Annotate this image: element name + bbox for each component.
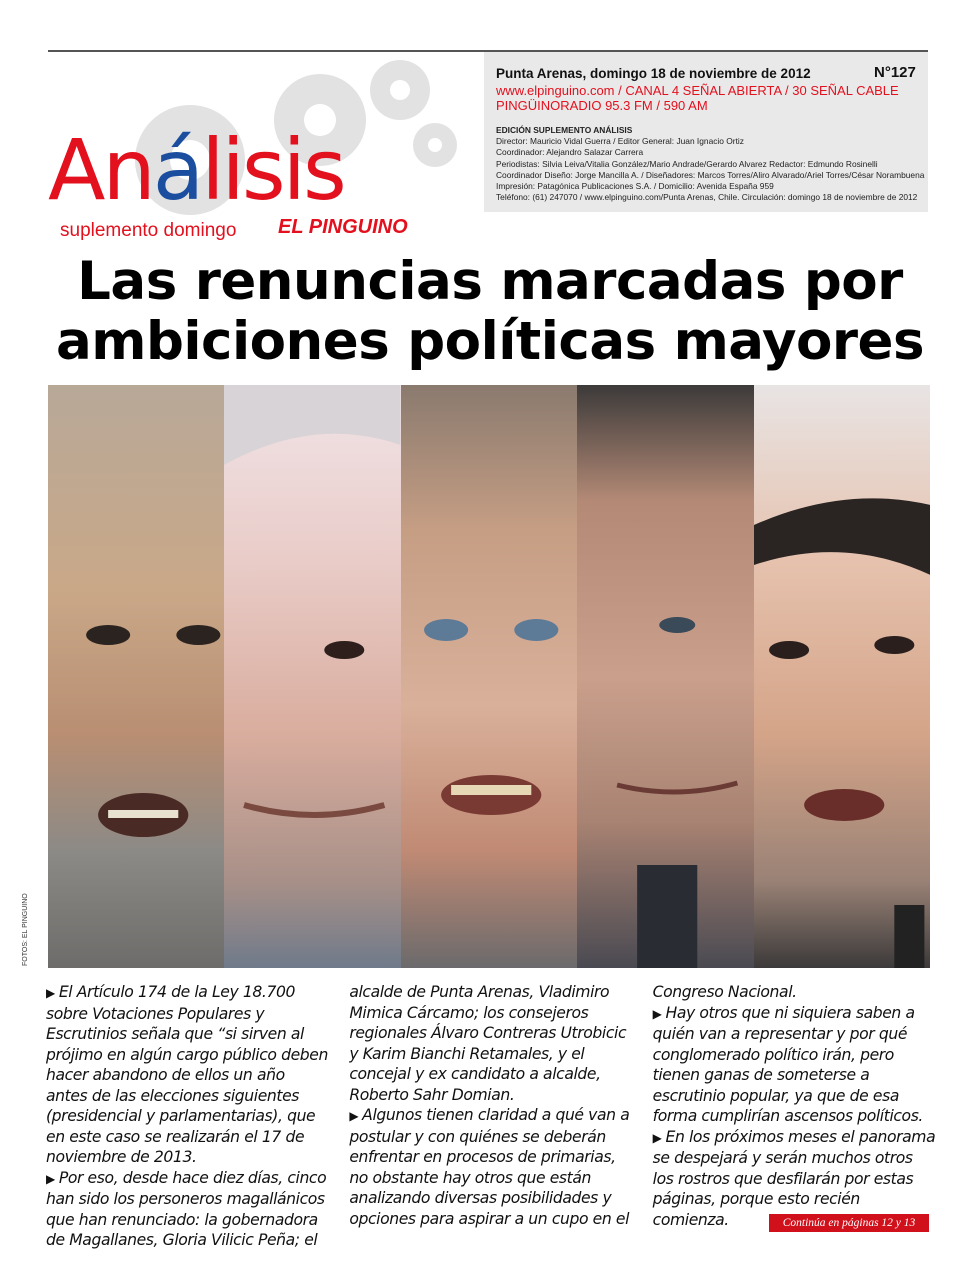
paragraph: Congreso Nacional.: [652, 983, 797, 1001]
credit-line: EDICIÓN SUPLEMENTO ANÁLISIS: [496, 125, 633, 135]
headline-line-1: Las renuncias marcadas por: [77, 251, 903, 312]
headline-line-2: ambiciones políticas mayores: [55, 311, 925, 372]
logo-text-part2: lisis: [201, 121, 344, 219]
issue-number: N°127: [874, 64, 916, 81]
face-photo-2: [224, 385, 400, 968]
media-line-web-tv[interactable]: www.elpinguino.com / CANAL 4 SEÑAL ABIERTA / 30 SEÑAL CABLE: [496, 83, 899, 98]
analisis-logo[interactable]: [48, 121, 344, 219]
triangle-bullet-icon: ▶: [652, 1130, 662, 1145]
face-photo-5: [754, 385, 930, 968]
triangle-bullet-icon: ▶: [46, 986, 55, 1000]
faces-photo-strip: [48, 385, 930, 968]
edition-date: Punta Arenas, domingo 18 de noviembre de 2012: [496, 66, 811, 81]
triangle-bullet-icon: ▶: [652, 1006, 662, 1021]
credit-line: Coordinador Diseño: Jorge Mancilla A. / Diseñadores: Marcos Torres/Aliro Alvarado/Ariel Torres/César Norambuena: [496, 169, 925, 180]
credit-line: Teléfono: (61) 247070 / www.elpinguino.com/Punta Arenas, Chile. Circulación: domingo 18 de noviembre de 2012: [496, 192, 918, 203]
paragraph: ▶ En los próximos meses el panorama se despejará y serán muchos otros los rostros que desfilarán por estas páginas, porque esto recién comienza.: [652, 1127, 936, 1229]
credit-line: Impresión: Patagónica Publicaciones S.A. / Domicilio: Avenida España 959: [496, 181, 774, 192]
face-photo-1: [48, 385, 224, 968]
paragraph: ▶ Algunos tienen claridad a qué van a postular y con quiénes se deberán enfrentar en procesos de primarias, no obstante hay otros que están analizando diversas posibilidades y opciones para aspirar a un cupo en el: [349, 1106, 630, 1228]
article-body: [46, 982, 936, 1251]
media-line-radio: PINGÜINORADIO 95.3 FM / 590 AM: [496, 98, 708, 113]
credit-line: Coordinador: Alejandro Salazar Carrera: [496, 147, 644, 158]
newspaper-brand[interactable]: EL PINGUINO: [278, 216, 408, 238]
continued-on-pages-label[interactable]: Continúa en páginas 12 y 13: [769, 1214, 929, 1232]
main-headline: [40, 252, 940, 372]
face-photo-3: [401, 385, 577, 968]
paragraph: alcalde de Punta Arenas, Vladimiro Mimica Cárcamo; los consejeros regionales Álvaro Contreras Utrobicic y Karim Bianchi Retamales, y el concejal y ex candidato a alcalde, Roberto Sahr Domian.: [349, 983, 627, 1104]
credit-line: Director: Mauricio Vidal Guerra / Editor General: Juan Ignacio Ortiz: [496, 136, 744, 147]
face-photo-4: [577, 385, 753, 968]
photo-credit: FOTOS: EL PINGUINO: [22, 893, 29, 966]
triangle-bullet-icon: ▶: [46, 1171, 55, 1186]
logo-text-accent: á: [152, 121, 202, 219]
triangle-bullet-icon: ▶: [349, 1109, 359, 1123]
credit-line: Periodistas: Silvia Leiva/Vitalia González/Mario Andrade/Gerardo Alvarez Redactor: Edmundo Rosinelli: [496, 158, 878, 169]
supplement-tagline: suplemento domingo: [60, 220, 237, 241]
logo-text-part1: An: [48, 121, 153, 219]
text-column-2: [349, 982, 632, 1251]
text-column-3: [653, 982, 936, 1251]
paragraph: ▶ Hay otros que ni siquiera saben a quién van a representar y por qué conglomerado político irán, pero tienen ganas de someterse a escrutinio popular, ya que de esa forma cumplirían ascensos políticos.: [652, 1003, 923, 1125]
media-channels: [496, 83, 916, 113]
paragraph: ▶ El Artículo 174 de la Ley 18.700 sobre Votaciones Populares y Escrutinios señala que “si sirven al prójimo en algún cargo público deben hacer abandono de ellos un año antes de las elecciones siguientes (presidencial y parlamentarias), que en este caso se realizarán el 17 de noviembre de 2013.: [46, 983, 328, 1166]
paragraph: ▶ Por eso, desde hace diez días, cinco han sido los personeros magallánicos que han renunciado: la gobernadora de Magallanes, Gloria Vilicic Peña; el: [46, 1168, 327, 1249]
staff-credits: [496, 125, 926, 203]
text-column-1: [46, 982, 329, 1251]
